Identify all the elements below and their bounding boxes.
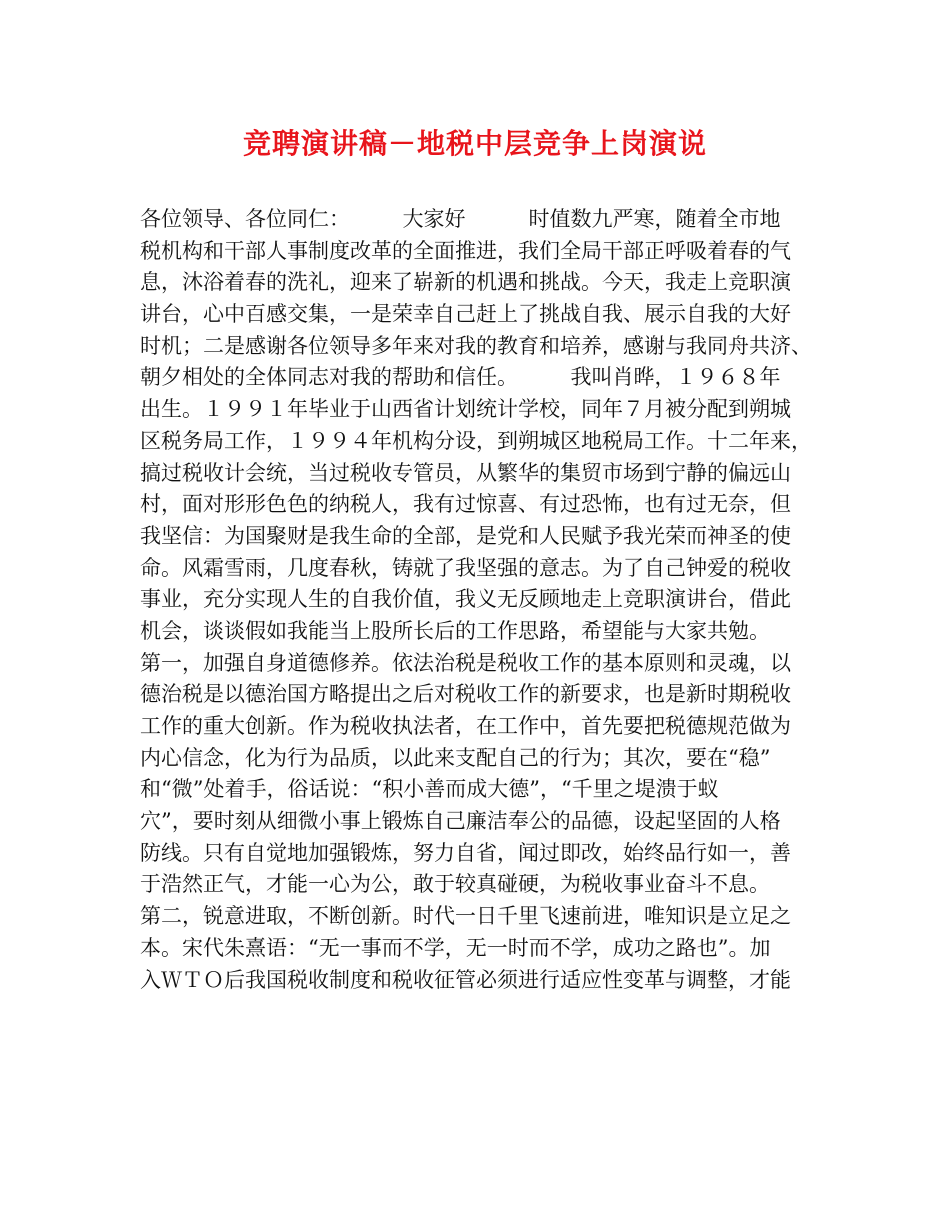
text-line: 第二，锐意进取，不断创新。时代一日千里飞速前进，唯知识是立足之: [140, 904, 791, 929]
text-line: 内心信念，化为行为品质，以此来支配自己的行为；其次，要在“稳”: [140, 745, 771, 770]
text-line: 于浩然正气，才能一心为公，敢于较真碰硬，为税收事业奋斗不息。: [140, 872, 770, 897]
text-line: 各位领导、各位同仁： 大家好 时值数九严寒，随着全市地: [140, 207, 781, 231]
document-title: 竞聘演讲稿－地税中层竞争上岗演说: [242, 127, 707, 160]
text-line: 入ＷＴＯ后我国税收制度和税收征管必须进行适应性变革与调整，才能: [140, 967, 791, 992]
text-line: 息，沐浴着春的洗礼，迎来了崭新的机遇和挑战。今天，我走上竞职演: [140, 270, 791, 295]
text-line: 机会，谈谈假如我能当上股所长后的工作思路，希望能与大家共勉。: [140, 618, 770, 643]
text-line: 讲台，心中百感交集，一是荣幸自己赶上了挑战自我、展示自我的大好: [140, 302, 791, 327]
text-line: 搞过税收计会统，当过税收专管员，从繁华的集贸市场到宁静的偏远山: [140, 460, 791, 485]
text-line: 穴”，要时刻从细微小事上锻炼自己廉洁奉公的品德，设起坚固的人格: [140, 809, 781, 834]
text-line: 和“微”处着手，俗话说：“积小善而成大德”，“千里之堤溃于蚁: [140, 777, 719, 802]
text-line: 命。风霜雪雨，几度春秋，铸就了我坚强的意志。为了自己钟爱的税收: [140, 555, 791, 580]
text-line: 工作的重大创新。作为税收执法者，在工作中，首先要把税德规范做为: [140, 714, 791, 738]
text-line: 德治税是以德治国方略提出之后对税收工作的新要求，也是新时期税收: [140, 682, 791, 707]
text-line: 出生。１９９１年毕业于山西省计划统计学校，同年７月被分配到朔城: [140, 397, 791, 422]
text-line: 朝夕相处的全体同志对我的帮助和信任。 我叫肖晔，１９６８年: [140, 365, 781, 390]
text-line: 税机构和干部人事制度改革的全面推进，我们全局干部正呼吸着春的气: [140, 238, 791, 263]
text-line: 事业，充分实现人生的自我价值，我义无反顾地走上竞职演讲台，借此: [140, 587, 791, 612]
text-line: 我坚信：为国聚财是我生命的全部，是党和人民赋予我光荣而神圣的使: [140, 523, 791, 548]
text-line: 区税务局工作，１９９４年机构分设，到朔城区地税局工作。十二年来，: [140, 428, 812, 453]
text-line: 村，面对形形色色的纳税人，我有过惊喜、有过恐怖，也有过无奈，但: [140, 492, 791, 517]
text-line: 防线。只有自觉地加强锻炼，努力自省，闻过即改，始终品行如一，善: [140, 840, 791, 865]
document-body: [140, 204, 830, 996]
text-line: 本。宋代朱熹语：“无一事而不学，无一时而不学，成功之路也”。加: [140, 935, 771, 960]
text-line: 时机；二是感谢各位领导多年来对我的教育和培养，感谢与我同舟共济、: [140, 333, 812, 358]
text-line: 第一，加强自身道德修养。依法治税是税收工作的基本原则和灵魂，以: [140, 650, 791, 675]
